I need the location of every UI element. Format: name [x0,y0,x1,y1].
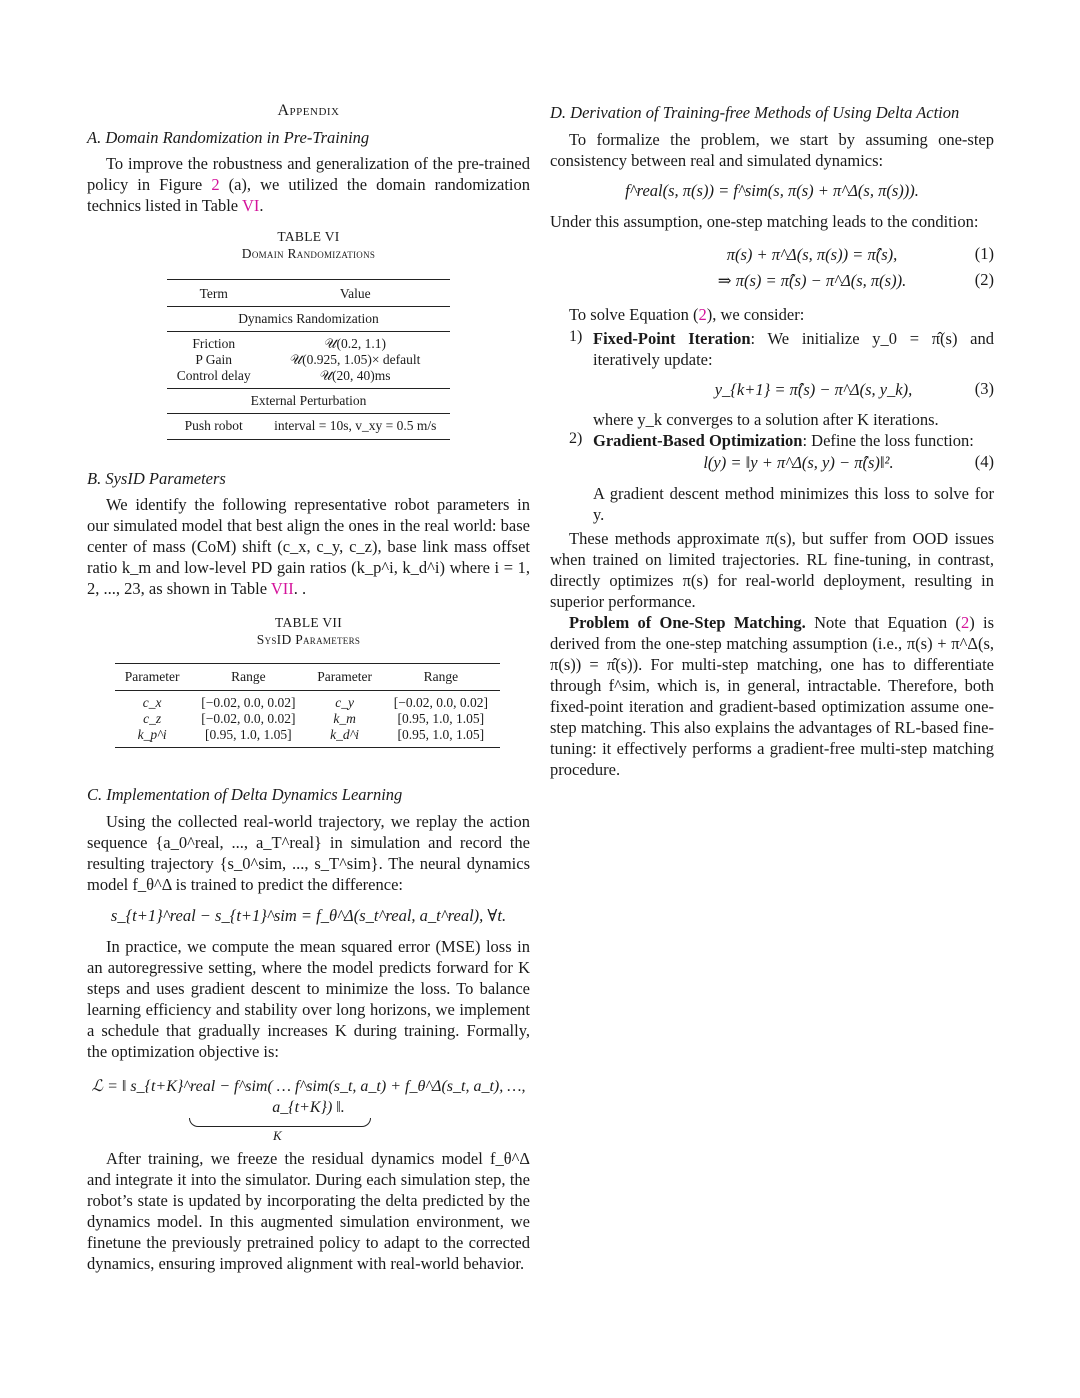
table-cell: k_m [333,711,356,726]
equation-delta: s_{t+1}^real − s_{t+1}^sim = f_θ^Δ(s_t^real, a_t^real), ∀t. [110,906,507,925]
table-row: P Gain [195,352,233,367]
table-vi-group-dynamics: Dynamics Randomization [238,311,379,326]
list-item-text: Fixed-Point Iteration: We initialize y_0 = π̂(s) and iteratively update: [593,329,994,369]
equation-3-number: (3) [974,379,994,398]
equation-1-row [550,244,994,266]
section-a [87,127,530,216]
section-c-paragraph-3: After training, we freeze the residual dynamics model f_θ^Δ and integrate it into the simulator. During each simulation step, the robot’s state is updated by incorporating the delta predicted by the dynamics model. In this augmented simulation environment, we finetune the previously pretrained policy to adapt to the corrected dynamics, ensuring improved alignment with real-world behavior. [87,1149,530,1273]
table-cell: 𝒰(20, 40)ms [319,368,391,383]
table-row: c_z [143,711,162,726]
table-vii-title: SysID Parameters [256,632,361,647]
section-b [87,468,530,599]
equation-2: ⇒ π(s) = π̂(s) − π^Δ(s, π(s)). [717,271,907,290]
section-d-paragraph-1: To formalize the problem, we start by assuming one-step consistency between real and simulated dynamics: [550,130,994,170]
table-vi-header-term: Term [199,286,228,301]
table-cell: k_d^i [330,727,360,742]
table-row: c_x [142,695,162,710]
paragraph-bold-lead: Problem of One-Step Matching. [569,613,806,632]
list-item-number: 1) [569,328,583,345]
equation-loss: ℒ = ‖ s_{t+K}^real − f^sim( … f^sim(s_t, a_t) + f_θ^Δ(s_t, a_t), …, a_{t+K}) ‖. [91,1078,526,1116]
section-d-paragraph-4: These methods approximate π(s), but suffer from OOD issues when trained on limited trajectories. RL fine-tuning, in contrast, directly optimizes π(s) for real-world deployment, resulting in superior performance. [550,529,994,611]
table-vii-grid [115,663,500,748]
table-vi-title: Domain Randomizations [241,246,376,261]
table-vii [87,614,530,748]
table-ref-vii[interactable]: VII [270,579,294,598]
equation-2-row [550,270,994,292]
section-d-paragraph-2: Under this assumption, one-step matching leads to the condition: [550,212,979,231]
appendix-title: Appendix [277,102,340,119]
section-b-paragraph: We identify the following representative robot parameters in our simulated model that best align the ones in the real world: base center of mass (CoM) shift (c_x, c_y, c_z), base link mass offset ratio k_m and low-level PD gain ratios (k_p^i, k_d^i) where i = 1, 2, ..., 23, as shown in Table VII. . [87,495,530,598]
table-cell: 𝒰(0.2, 1.1) [324,336,387,351]
table-vii-header: Parameter [124,669,180,684]
section-c-paragraph-1: Using the collected real-world trajectory, we replay the action sequence {a_0^real, ..., a_T^real} in simulation and record the resulting trajectory {s_0^sim, ..., s_T^sim}. The neural dynamics model f_θ^Δ is trained to predict the difference: [87,812,530,894]
equation-4-number: (4) [974,452,994,471]
table-row: Push robot [184,418,243,433]
table-vi-header-value: Value [339,286,371,301]
equation-1-number: (1) [974,244,994,263]
section-d-paragraph-5: Problem of One-Step Matching. Note that Equation (2) is derived from the one-step matching assumption (i.e., π(s) + π^Δ(s, π(s)) = π̂(s)). For multi-step matching, one has to differentiate through f^sim, which is, in general, intractable. Therefore, both fixed-point iteration and gradient-based optimization assume one-step matching. This also explains the advantages of RL-based fine-tuning: it effectively performs a gradient-free multi-step matching procedure. [550,613,994,779]
section-c [87,784,530,1274]
table-cell: [−0.02, 0.0, 0.02] [201,711,296,726]
table-cell: c_y [335,695,354,710]
table-row: Control delay [176,368,251,383]
equation-1: π(s) + π^Δ(s, π(s)) = π̂(s), [726,245,898,264]
equation-4: l(y) = ‖y + π^Δ(s, y) − π̂(s)‖². [703,453,894,472]
section-a-paragraph: To improve the robustness and generalization of the pre-trained policy in Figure 2 (a), we utilized the domain randomization technics listed in Table VI. [87,154,530,215]
table-row: Friction [192,336,236,351]
table-vii-label: TABLE VII [275,615,342,630]
table-cell: [−0.02, 0.0, 0.02] [201,695,296,710]
table-row: k_p^i [137,727,167,742]
section-a-heading: A. Domain Randomization in Pre-Training [87,128,370,147]
list-item-text: A gradient descent method minimizes this loss to solve for y. [593,484,994,524]
equation-2-number: (2) [974,270,994,289]
table-vi-grid [167,279,450,440]
list-item-bold: Fixed-Point Iteration [593,329,751,348]
table-cell: interval = 10s, v_xy = 0.5 m/s [274,418,437,433]
underbrace-label: K [273,1128,282,1143]
table-vi [87,228,530,440]
equation-ref[interactable]: 2 [698,305,707,324]
table-cell: [0.95, 1.0, 1.05] [205,727,292,742]
list-item-text: Gradient-Based Optimization: Define the loss function: [593,431,974,450]
table-vi-group-perturbation: External Perturbation [250,393,367,408]
table-cell: [0.95, 1.0, 1.05] [397,727,485,742]
equation-3-row [593,379,994,401]
equation-consistency: f^real(s, π(s)) = f^sim(s, π(s) + π^Δ(s, π(s))). [625,181,919,200]
table-cell: [0.95, 1.0, 1.05] [397,711,485,726]
table-vii-header: Parameter [317,669,372,684]
section-d-heading: D. Derivation of Training-free Methods of Using Delta Action [550,103,960,122]
table-vi-label: TABLE VI [277,229,340,244]
list-item-bold: Gradient-Based Optimization [593,431,803,450]
table-ref-vi[interactable]: VI [241,196,260,215]
list-item [550,328,994,430]
equation-3: y_{k+1} = π̂(s) − π^Δ(s, y_k), [714,380,913,399]
equation-loss-underbrace [87,1118,530,1144]
underbrace-mark [189,1118,371,1127]
section-c-paragraph-2: In practice, we compute the mean squared error (MSE) loss in an autoregressive setting, where the model predicts forward for K steps and uses gradient descent to minimize the loss. To balance learning efficiency and stability over long horizons, we implement a schedule that gradually increases K during training. Formally, the optimization objective is: [87,937,530,1061]
table-cell: 𝒰(0.925, 1.05)× default [290,352,421,367]
figure-ref[interactable]: 2 [211,175,220,194]
list-item [550,430,994,525]
list-item-text: where y_k converges to a solution after K iterations. [593,410,939,429]
table-vii-header: Range [231,669,266,684]
section-b-heading: B. SysID Parameters [87,469,226,488]
equation-ref[interactable]: 2 [960,613,970,632]
section-d-paragraph-3: To solve Equation (2), we consider: [569,305,805,324]
section-d [550,102,994,780]
table-vii-header: Range [423,669,459,684]
table-cell: [−0.02, 0.0, 0.02] [393,695,488,710]
list-item-number: 2) [569,430,583,447]
equation-4-row [593,452,994,474]
section-c-heading: C. Implementation of Delta Dynamics Learning [87,785,403,804]
